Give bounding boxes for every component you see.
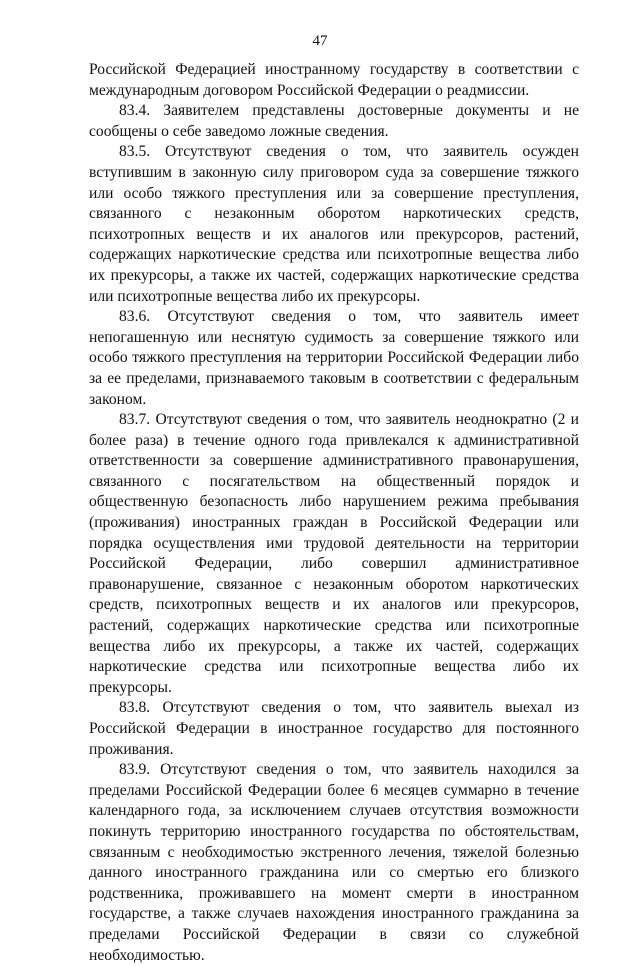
document-body	[89, 60, 579, 966]
page-number: 47	[312, 33, 328, 49]
continuation-paragraph: Российской Федерацией иностранному государству в соответствии с международным договором Российской Федерации о реадмиссии.	[89, 61, 579, 99]
paragraph-83-7: 83.7. Отсутствуют сведения о том, что заявитель неоднократно (2 и более раза) в течение одного года привлекался к административной ответственности за совершение административного правонарушения, связанного с посягательством на общественный порядок и общественную безопасность либо нарушением режима пребывания (проживания) иностранных граждан в Российской Федерации или порядка осуществления ими трудовой деятельности на территории Российской Федерации, либо совершил административное правонарушение, связанное с незаконным оборотом наркотических средств, психотропных веществ и их аналогов или прекурсоров, растений, содержащих наркотические средства или психотропные вещества либо их прекурсоры, а также их частей, содержащих наркотические средства или психотропные вещества либо их прекурсоры.	[89, 411, 579, 696]
paragraph-83-8: 83.8. Отсутствуют сведения о том, что заявитель выехал из Российской Федерации в иностранное государство для постоянного проживания.	[89, 699, 579, 758]
paragraph-83-6: 83.6. Отсутствуют сведения о том, что заявитель имеет непогашенную или неснятую судимость за совершение тяжкого или особо тяжкого преступления на территории Российской Федерации либо за ее пределами, признаваемого таковым в соответствии с федеральным законом.	[89, 308, 579, 408]
paragraph-83-5: 83.5. Отсутствуют сведения о том, что заявитель осужден вступившим в законную силу приговором суда за совершение тяжкого или особо тяжкого преступления или за совершение преступления, связанного с незаконным оборотом наркотических средств, психотропных веществ и их аналогов или прекурсоров, растений, содержащих наркотические средства или психотропные вещества либо их прекурсоры, а также их частей, содержащих наркотические средства или психотропные вещества либо их прекурсоры.	[89, 143, 579, 305]
paragraph-83-9: 83.9. Отсутствуют сведения о том, что заявитель находился за пределами Российской Федерации более 6 месяцев суммарно в течение календарного года, за исключением случаев отсутствия возможности покинуть территорию иностранного государства по обстоятельствам, связанным с необходимостью экстренного лечения, тяжелой болезнью данного иностранного гражданина или со смертью его близкого родственника, проживавшего на момент смерти в иностранном государстве, а также случаев нахождения иностранного гражданина за пределами Российской Федерации в связи со служебной необходимостью.	[89, 761, 579, 964]
paragraph-83-4: 83.4. Заявителем представлены достоверные документы и не сообщены о себе заведомо ложные сведения.	[89, 102, 579, 140]
